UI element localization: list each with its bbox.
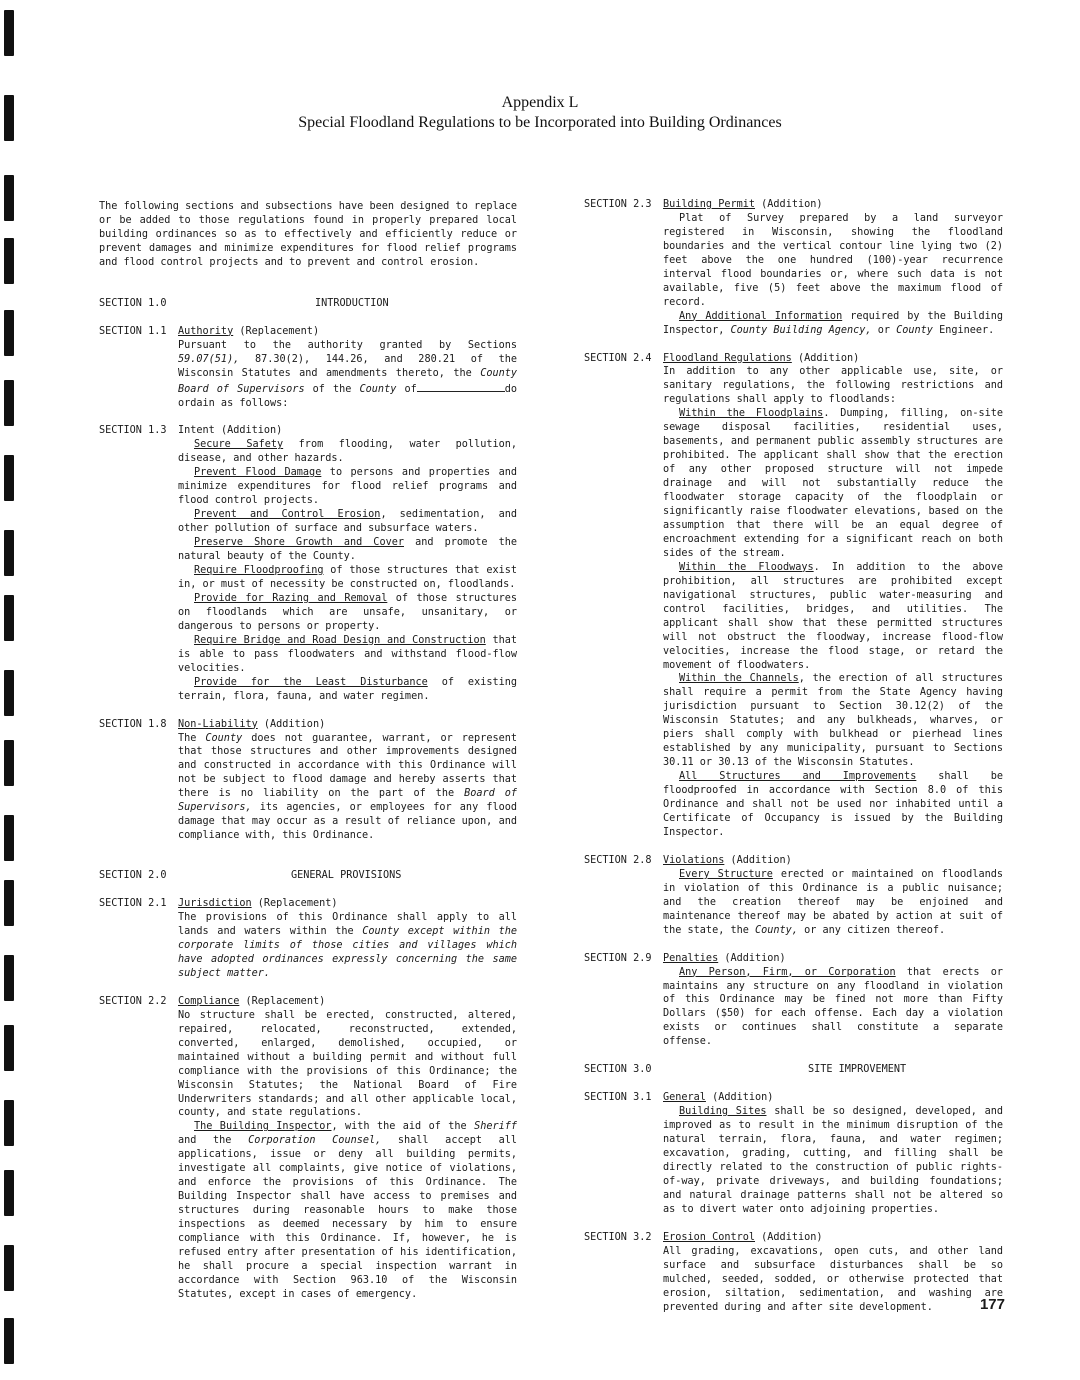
binder-mark — [4, 380, 14, 426]
building-permit-text: required by the Building Inspector, — [663, 310, 1003, 336]
section-2-8 — [584, 854, 1003, 938]
intent-item — [178, 466, 517, 508]
section-3-1 — [584, 1091, 1003, 1217]
nonliability-text-3: its agencies, or employees for any flood damage that may occur as a result of reliance upon, and compliance with, this Ordinance. — [178, 802, 517, 842]
intent-item-title: Require Bridge and Road Design and Construction — [194, 634, 486, 646]
county-blank-line — [417, 381, 505, 392]
section-type: (Addition) — [797, 352, 860, 364]
section-heading: Non-Liability — [178, 718, 258, 730]
intent-item-title: Require Floodproofing — [194, 565, 324, 577]
intent-item — [178, 508, 517, 536]
intent-item-text: of those structures on floodlands which are unsafe, unsanitary, or dangerous to persons or property. — [178, 592, 517, 632]
section-label: SECTION 1.3 — [99, 425, 167, 437]
binder-mark — [4, 740, 14, 786]
binder-mark — [4, 1025, 14, 1071]
intent-item-title: Preserve Shore Growth and Cover — [194, 537, 404, 549]
floodplains-heading: Within the Floodplains — [679, 408, 824, 420]
authority-statute: 59.07(51), — [178, 353, 240, 365]
section-type: (Replacement) — [257, 898, 338, 910]
nonliability-board: Board of Supervisors, — [178, 788, 517, 814]
structures-text: shall be floodproofed in accordance with Section 8.0 of this Ordinance and shall not be used nor inhabited until a Certificate of Occupancy is issued by the Building Inspector. — [663, 771, 1004, 838]
binder-mark — [4, 310, 14, 356]
section-heading: General — [663, 1092, 706, 1104]
building-permit-paragraph: Plat of Survey prepared by a land surveyor registered in Wisconsin, showing the floodland boundaries and the vertical contour line lying two (2) feet above the one hundred (100)-year recurrence interval flood boundaries or, where such data is not available, five (5) feet above the maximum flood of record. — [663, 212, 1003, 308]
section-2-0 — [99, 869, 517, 883]
county-text: County, — [755, 924, 798, 936]
section-heading: Floodland Regulations — [663, 352, 792, 364]
sheriff-text: Sheriff — [474, 1121, 517, 1133]
section-title: SITE IMPROVEMENT — [808, 1064, 907, 1076]
intent-item-title: Secure Safety — [194, 439, 284, 451]
section-label: SECTION 3.0 — [584, 1064, 652, 1076]
authority-county: County — [359, 383, 397, 395]
authority-text: Pursuant to the authority granted by Sections — [178, 339, 517, 351]
floodland-intro: In addition to any other applicable use, site, or sanitary regulations, the following restrictions and regulations shall apply to floodlands: — [663, 366, 1003, 406]
nonliability-county: County — [205, 732, 243, 744]
compliance-text-3: shall accept all applications, issue or deny all building permits, investigate all complaints, give notice of violations, and enforce the provisions of this Ordinance. The Building Inspector shall have access to premises and structures during reasonable hours to make those inspections as deemed necessary by him to ensure compliance with this Ordinance. If, however, he is refused entry after presentation of his identification, he shall procure a special inspection warrant in accordance with Section 963.10 of the Wisconsin Statutes, except in cases of emergency. — [178, 1135, 518, 1300]
building-permit-text-3: Engineer. — [939, 324, 995, 336]
intent-item-title: Prevent Flood Damage — [194, 467, 322, 479]
intent-item — [178, 536, 517, 564]
floodways-heading: Within the Floodways — [679, 561, 814, 573]
authority-board: County Board of Supervisors — [178, 367, 517, 395]
section-label: SECTION 2.3 — [584, 199, 652, 210]
intent-item-title: Prevent and Control Erosion — [194, 509, 381, 521]
binder-mark — [4, 455, 14, 501]
section-type: (Addition) — [712, 1092, 774, 1104]
intent-item-text: that is able to pass floodwaters and withstand flood-flow velocities. — [178, 634, 517, 674]
general-text: shall be so designed, developed, and improved as to result in the minimum disruption of the natural terrain, flora, fauna, and water regimen; excavation, grading, cutting, and filling shall be directly related to the construction of public rights-of-way, private driveways, and building foundations; and natural drainage patterns shall not be altered so as to divert water onto adjoining properties. — [663, 1106, 1003, 1215]
section-heading: Intent — [178, 425, 215, 437]
binder-mark — [4, 815, 14, 861]
section-1-1 — [99, 325, 517, 411]
section-label: SECTION 2.4 — [584, 352, 652, 364]
section-2-3 — [584, 198, 1003, 338]
section-label: SECTION 2.1 — [99, 898, 167, 910]
binder-mark — [4, 955, 14, 1001]
section-1-8 — [99, 718, 517, 844]
section-2-2 — [99, 995, 517, 1302]
section-label: SECTION 3.1 — [584, 1092, 652, 1104]
section-heading: Violations — [663, 854, 725, 866]
appendix-subtitle: Special Floodland Regulations to be Incorporated into Building Ordinances — [298, 114, 782, 131]
section-type: (Addition) — [761, 199, 823, 210]
intent-item — [178, 676, 517, 704]
section-heading: Authority — [178, 325, 234, 337]
building-permit-text-2: or — [877, 324, 890, 336]
channels-text: , the erection of all structures shall require a permit from the State Agency having jurisdiction pursuant to Section 30.12(2) of the Wisconsin Statutes; and any bulkheads, wharves, or piers shall comply with bulkhead or pierhead lines established by any municipality, pursuant to Sections 30.11 or 30.13 of the Wisconsin Statutes. — [663, 673, 1003, 769]
section-heading: Jurisdiction — [178, 898, 252, 910]
appendix-title: Appendix L — [501, 94, 579, 111]
additional-info-heading: Any Additional Information — [679, 310, 843, 322]
section-label: SECTION 2.9 — [584, 952, 652, 964]
intent-item-title: Provide for the Least Disturbance — [194, 676, 428, 688]
corporation-counsel-text: Corporation Counsel, — [248, 1135, 382, 1147]
section-3-0 — [584, 1063, 1003, 1077]
every-structure-heading: Every Structure — [679, 868, 773, 880]
section-type: (Addition) — [730, 854, 792, 866]
jurisdiction-text: The provisions of this Ordinance shall apply to all lands and waters within the — [178, 912, 517, 938]
violations-text: erected or maintained on floodlands in violation of this Ordinance is a public nuisance; and the creation thereof may be enjoined and maintenance thereof may be abated by action at suit of the state, the — [663, 868, 1003, 936]
intent-item-text: and promote the natural beauty of the County. — [178, 537, 517, 563]
section-heading: Compliance — [178, 995, 240, 1007]
intent-item — [178, 634, 517, 676]
intent-item-text: , sedimentation, and other pollution of surface and subsurface waters. — [178, 509, 517, 535]
intent-item-title: Provide for Razing and Removal — [194, 592, 388, 604]
section-label: SECTION 1.0 — [99, 297, 167, 309]
authority-text-5: do ordain as follows: — [178, 383, 517, 409]
authority-text-4: of — [404, 383, 417, 395]
section-1-0 — [99, 297, 517, 311]
section-type: (Addition) — [724, 952, 786, 964]
section-title: GENERAL PROVISIONS — [291, 870, 402, 882]
section-3-2 — [584, 1231, 1003, 1315]
building-sites-heading: Building Sites — [679, 1106, 767, 1118]
compliance-paragraph: No structure shall be erected, constructed, altered, repaired, relocated, reconstructed, extended, converted, enlarged, demolished, occupied, or maintained without a building permit and without full compliance with the provisions of this Ordinance; the Wisconsin Statutes; the National Board of Fire Underwriters standards; and all other applicable local, county, and state regulations. — [178, 1009, 517, 1119]
penalties-text: that erects or maintains any structure on any floodland in violation of this Ordinance may be fined not more than Fifty Dollars ($50) for each offense. Each day a violation exists or continues shall constitute a separate offense. — [663, 966, 1003, 1048]
authority-text-3: of the — [312, 383, 352, 395]
section-type: (Addition) — [220, 425, 283, 437]
left-column — [99, 200, 517, 1302]
binder-mark — [4, 595, 14, 641]
section-label: SECTION 2.2 — [99, 995, 167, 1007]
section-title: INTRODUCTION — [315, 297, 389, 309]
county-building-agency: County Building Agency, — [730, 324, 872, 336]
intent-item — [178, 564, 517, 592]
section-heading: Erosion Control — [663, 1231, 756, 1243]
floodways-text: . In addition to the above prohibition, all structures are prohibited except navigational structures, public water-measuring and control facilities, bridges, and utilities. The applicant shall show that these permitted structures will not obstruct the floodway, increase flood-flow velocities, increase the flood stage, or retard the movement of floodwaters. — [663, 561, 1004, 671]
intent-item-text: of those structures that exist in, or must of necessity be constructed on, floodlands. — [178, 565, 517, 590]
jurisdiction-text-italic: County except within the corporate limits of those cities and villages which have adopted ordinances expressly concerning the same subject matter. — [178, 926, 518, 979]
binder-mark — [4, 1318, 14, 1364]
authority-text-2: 87.30(2), 144.26, and 280.21 of the Wisconsin Statutes and amendments thereto, the — [178, 353, 517, 379]
section-heading: Penalties — [663, 952, 719, 964]
intro-paragraph: The following sections and subsections have been designed to replace or be added to those regulations found in properly prepared local building ordinances so as to effectively and efficiently reduce or prevent damages and minimize expenditures for flood relief programs and flood control projects and to prevent and control erosion. — [99, 201, 517, 268]
right-column — [584, 198, 1003, 1315]
erosion-control-text: All grading, excavations, open cuts, and other land surface and subsurface disturbances shall be so mulched, seeded, sodded, or otherwise protected that erosion, siltation, sedimentation, and washing are prevented during and after site development. — [663, 1245, 1003, 1313]
intent-item — [178, 438, 517, 466]
binder-mark — [4, 530, 14, 576]
floodplains-text: . Dumping, filling, on-site sewage disposal facilities, residential uses, basements, and permanent public assembly structures are prohibited. The applicant shall show that the erection of any other proposed structure will not impede drainage and will not substantially reduce the floodwater storage capacity of the floodplain or significantly raise floodwater elevations, based on the assumption that there will be an equal degree of encroachment extending for a significant reach on both sides of the stream. — [663, 408, 1004, 559]
binder-mark — [4, 1100, 14, 1146]
binder-mark — [4, 1245, 14, 1291]
violations-text-2: or any citizen thereof. — [804, 924, 946, 936]
compliance-text-2: and the — [178, 1135, 232, 1147]
section-type: (Addition) — [263, 718, 326, 730]
section-label: SECTION 2.0 — [99, 870, 167, 882]
compliance-text: , with the aid of the — [331, 1121, 467, 1133]
section-2-4 — [584, 352, 1003, 840]
intent-item-text: to persons and properties and minimize expenditures for flood relief programs and flood control projects. — [178, 467, 517, 507]
section-2-9 — [584, 952, 1003, 1050]
section-type: (Replacement) — [239, 325, 320, 337]
intent-item — [178, 592, 517, 634]
binder-mark — [4, 880, 14, 926]
building-inspector-heading: The Building Inspector — [194, 1121, 332, 1133]
binder-mark — [4, 175, 14, 221]
section-type: (Addition) — [761, 1231, 823, 1243]
binder-mark — [4, 670, 14, 716]
section-label: SECTION 2.8 — [584, 854, 652, 866]
nonliability-text: The — [178, 732, 197, 744]
section-label: SECTION 1.1 — [99, 325, 167, 337]
any-person-heading: Any Person, Firm, or Corporation — [679, 966, 896, 978]
nonliability-text-2: does not guarantee, warrant, or represent that those structures and other improvements designed and constructed in accordance with this Ordinance will not be subject to flood damage and hereby asserts that there is no liability on the part of the — [178, 732, 517, 800]
binder-mark — [4, 238, 14, 284]
section-label: SECTION 1.8 — [99, 718, 167, 730]
section-2-1 — [99, 897, 517, 981]
section-type: (Replacement) — [245, 995, 326, 1007]
section-label: SECTION 3.2 — [584, 1231, 652, 1243]
intent-item-text: of existing terrain, flora, fauna, and water regimen. — [178, 676, 517, 702]
binder-mark — [4, 1170, 14, 1216]
intent-item-text: from flooding, water pollution, disease, and other hazards. — [178, 439, 517, 465]
county-text: County — [896, 324, 933, 336]
section-heading: Building Permit — [663, 199, 756, 210]
page-number: 177 — [979, 1296, 1005, 1313]
channels-heading: Within the Channels — [679, 673, 799, 685]
section-1-3 — [99, 424, 517, 703]
structures-heading: All Structures and Improvements — [679, 771, 917, 783]
binder-mark — [4, 10, 14, 56]
